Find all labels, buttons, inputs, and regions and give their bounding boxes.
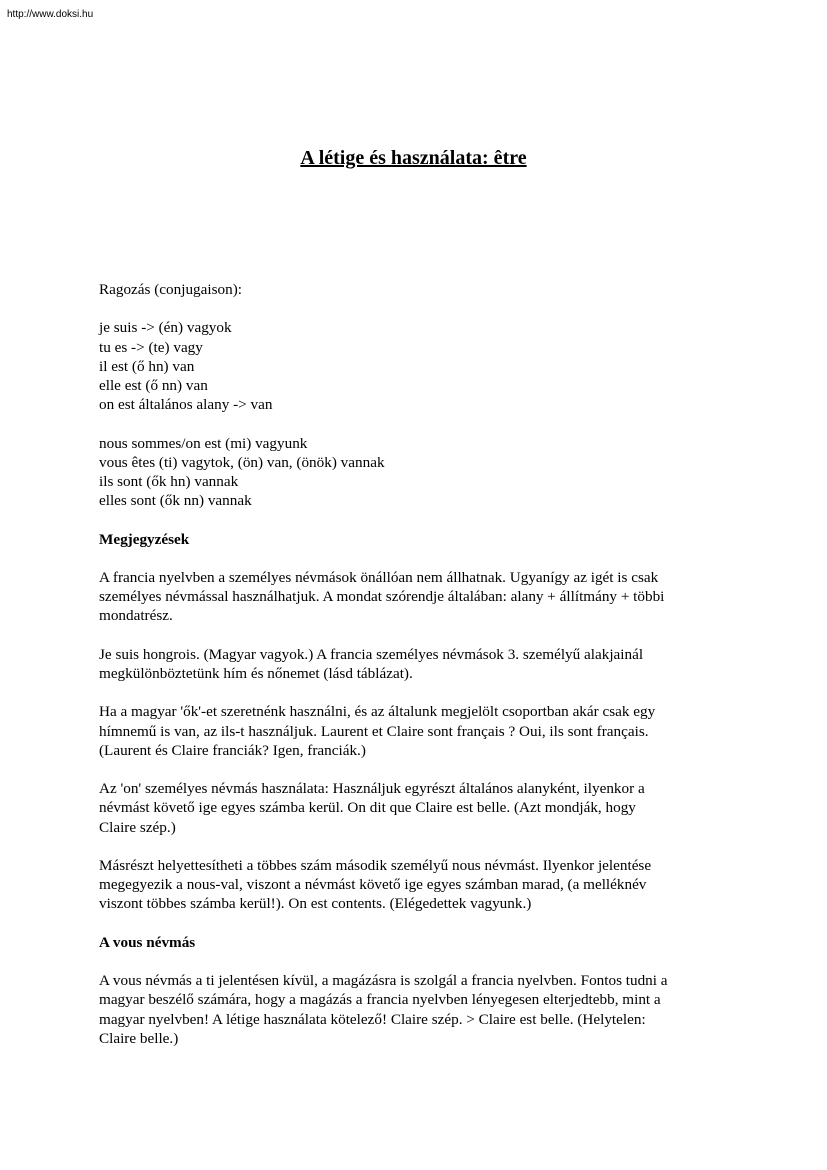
conjugation-line: nous sommes/on est (mi) vagyunk [99, 434, 308, 452]
conjugation-line: elle est (ő nn) van [99, 377, 208, 394]
source-url: http://www.doksi.hu [7, 9, 94, 20]
paragraph-line: hímnemű is van, az ils-t használjuk. Laurent et Claire sont français ? Oui, ils sont français. [99, 722, 649, 740]
paragraph-line: megkülönböztetünk hím és nőnemet (lásd táblázat). [99, 664, 413, 682]
paragraph-line: Claire szép.) [99, 818, 176, 836]
notes-paragraph [99, 702, 739, 760]
conjugation-line: vous êtes (ti) vagytok, (ön) van, (önök) vannak [99, 453, 385, 471]
paragraph-line: viszont többes számba kerül!). On est contents. (Elégedettek vagyunk.) [99, 895, 532, 913]
conjugation-singular-list [99, 318, 739, 414]
paragraph-line: megegyezik a nous-val, viszont a névmást követő ige egyes számban marad, (a melléknév [99, 876, 647, 894]
paragraph-line: (Laurent és Claire franciák? Igen, franciák.) [99, 741, 366, 759]
conjugation-label: Ragozás (conjugaison): [99, 281, 242, 298]
paragraph-line: névmást követő ige egyes számba kerül. On dit que Claire est belle. (Azt mondják, hogy [99, 799, 636, 817]
paragraph-line: Je suis hongrois. (Magyar vagyok.) A francia személyes névmások 3. személyű alakjainál [99, 645, 644, 663]
notes-paragraph [99, 645, 739, 683]
vous-paragraph [99, 971, 739, 1048]
notes-paragraph [99, 779, 739, 837]
notes-paragraph [99, 856, 739, 914]
notes-heading: Megjegyzések [99, 530, 190, 548]
paragraph-line: A francia nyelvben a személyes névmások önállóan nem állhatnak. Ugyanígy az igét is csak [99, 568, 659, 586]
conjugation-line: elles sont (ők nn) vannak [99, 492, 252, 510]
conjugation-line: il est (ő hn) van [99, 357, 195, 375]
paragraph-line: A vous névmás a ti jelentésen kívül, a magázásra is szolgál a francia nyelvben. Fontos tudni a [99, 972, 668, 990]
paragraph-line: Másrészt helyettesítheti a többes szám második személyű nous névmást. Ilyenkor jelentése [99, 856, 652, 874]
conjugation-label-block [99, 280, 739, 299]
paragraph-line: Claire belle.) [99, 1029, 179, 1047]
notes-paragraph [99, 568, 739, 626]
paragraph-line: mondatrész. [99, 607, 173, 625]
conjugation-line: on est általános alany -> van [99, 396, 273, 414]
document-title: A létige és használata: être [300, 147, 527, 169]
conjugation-line: ils sont (ők hn) vannak [99, 473, 239, 490]
notes-heading-block [99, 530, 739, 549]
document-body [99, 280, 739, 1067]
paragraph-line: Ha a magyar 'ők'-et szeretnénk használni, és az általunk megjelölt csoportban akár csak egy [99, 703, 656, 721]
paragraph-line: Az 'on' személyes névmás használata: Használjuk egyrészt általános alanyként, ilyenkor a [99, 780, 645, 798]
vous-heading: A vous névmás [99, 933, 196, 951]
paragraph-line: személyes névmással használhatjuk. A mondat szórendje általában: alany + állítmány + többi [99, 588, 665, 606]
conjugation-plural-list [99, 434, 739, 511]
conjugation-line: tu es -> (te) vagy [99, 338, 203, 356]
vous-heading-block [99, 933, 739, 952]
paragraph-line: magyar beszélő számára, hogy a magázás a francia nyelvben lényegesen elterjedtebb, mint a [99, 991, 661, 1009]
paragraph-line: magyar nyelvben! A létige használata kötelező! Claire szép. > Claire est belle. (Helytelen: [99, 1010, 646, 1028]
conjugation-line: je suis -> (én) vagyok [99, 319, 232, 337]
